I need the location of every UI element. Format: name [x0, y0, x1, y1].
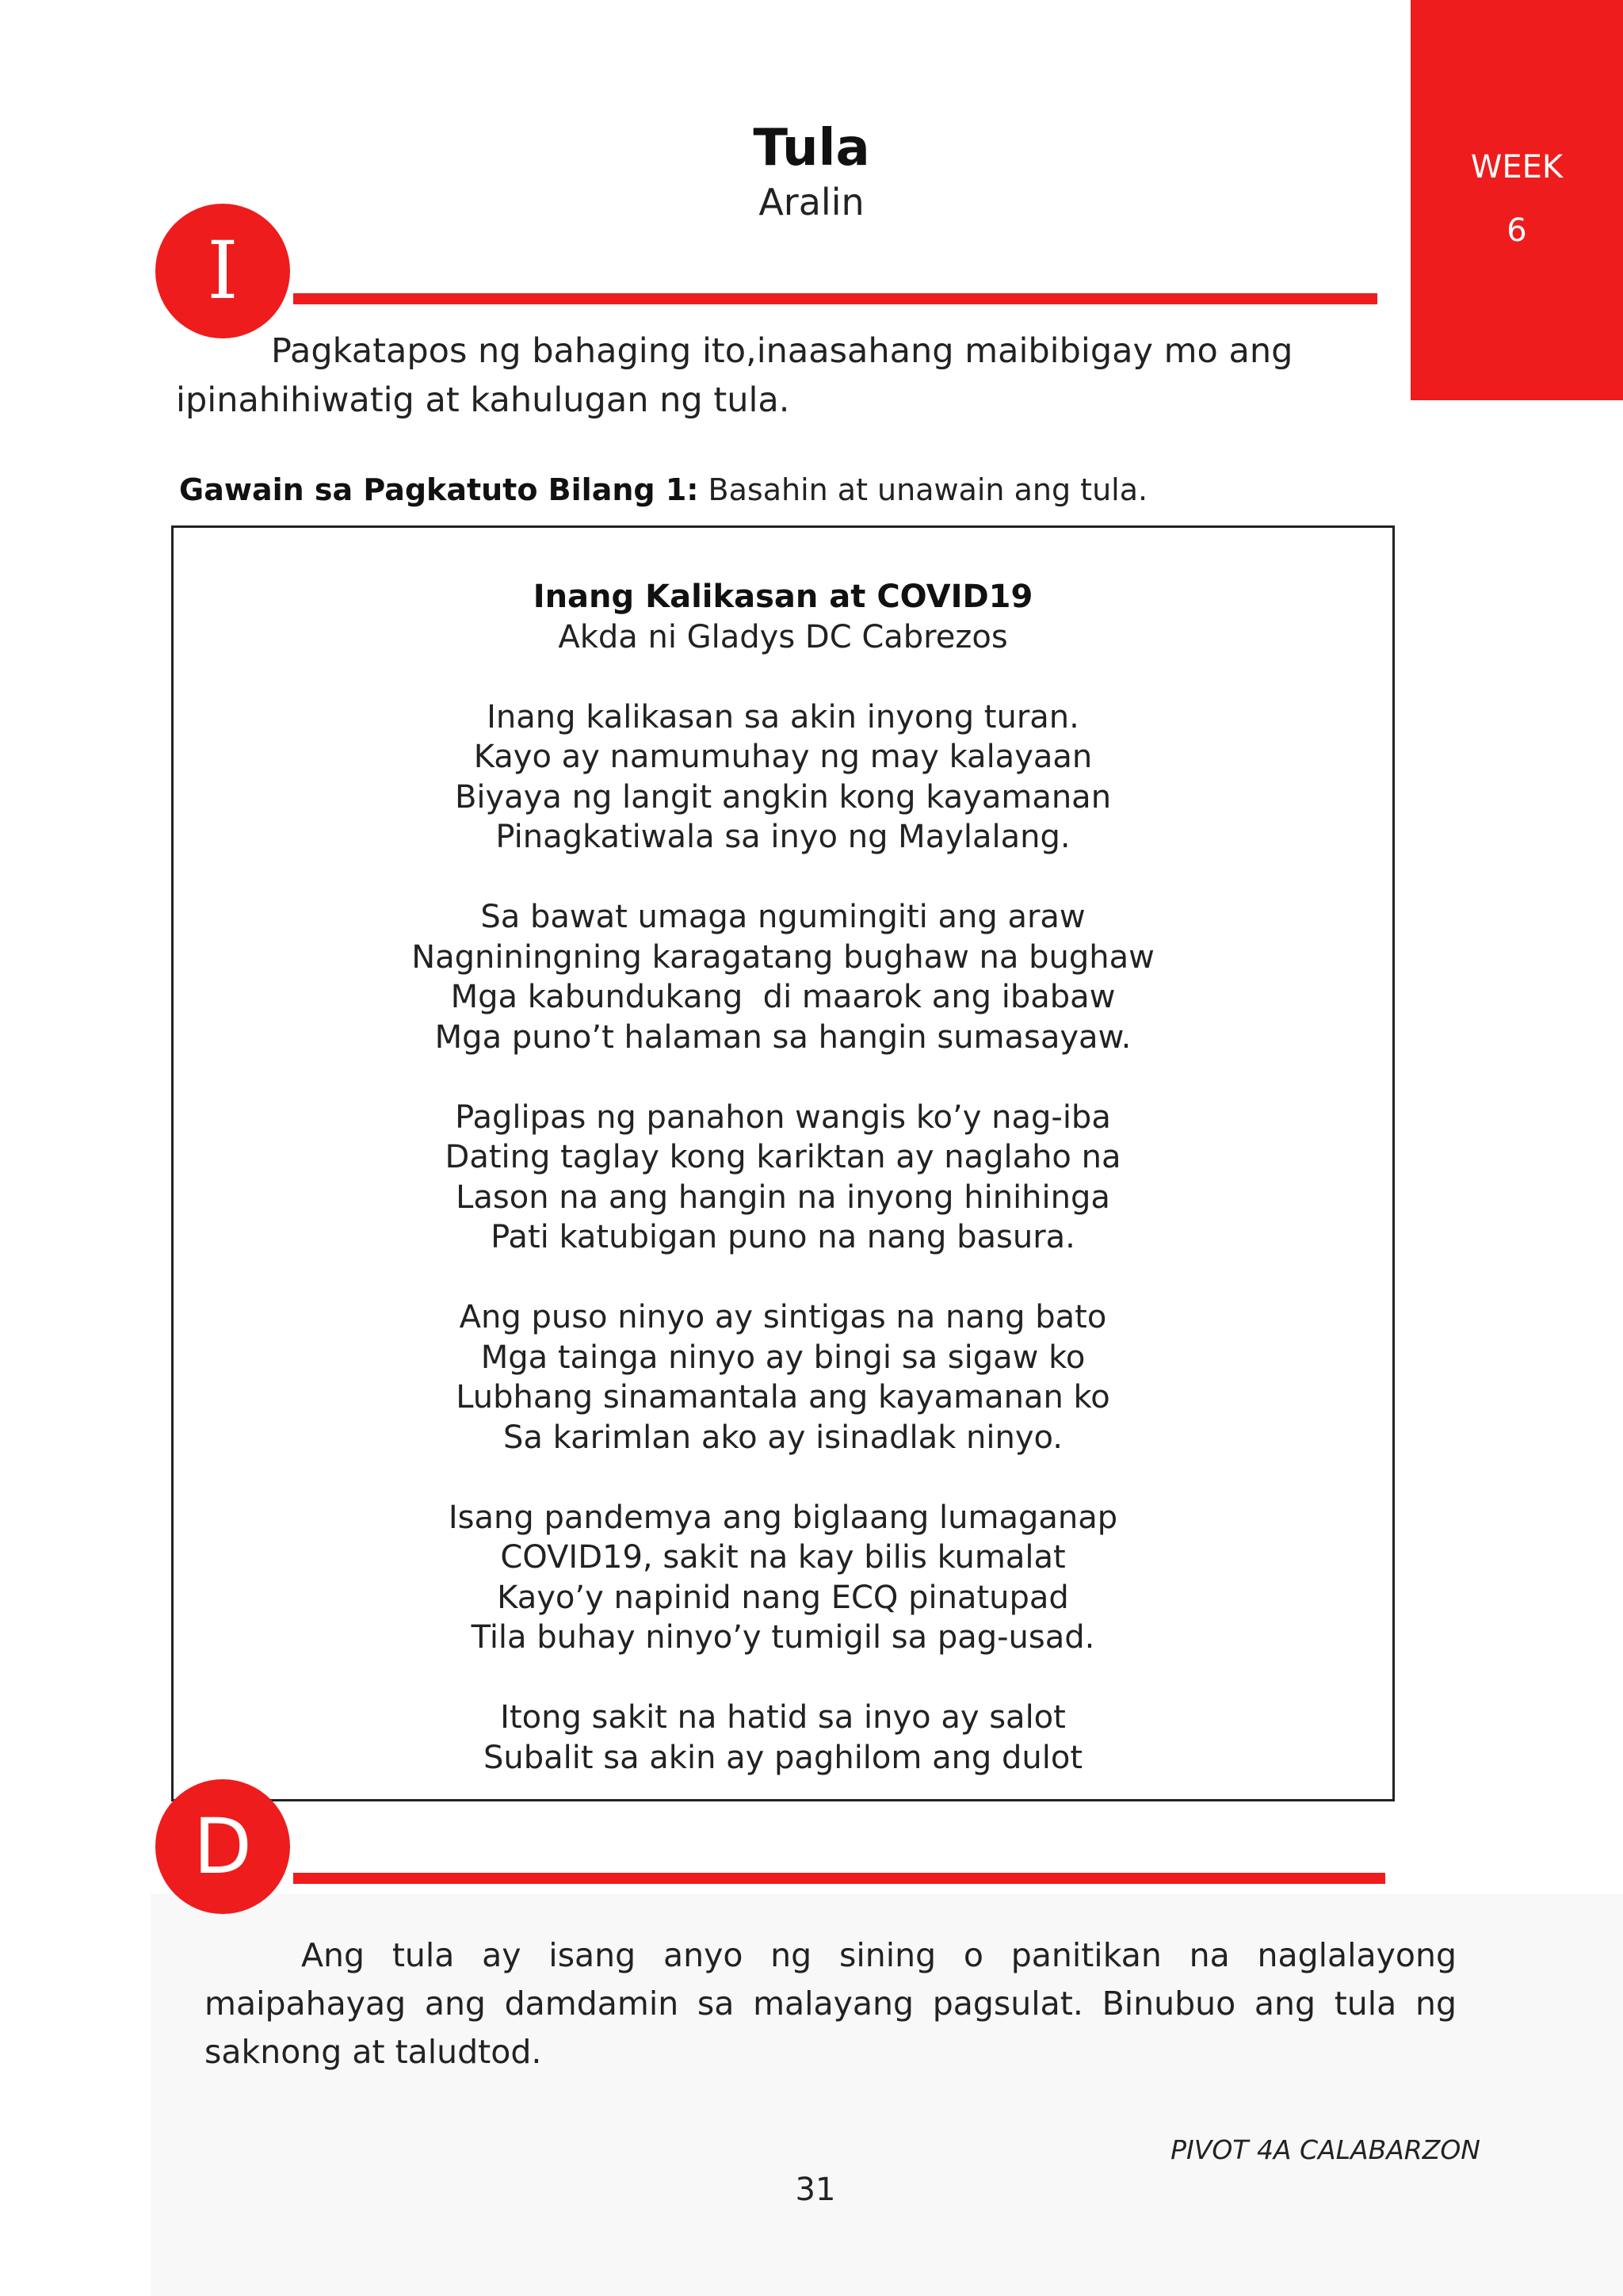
activity-text: Basahin at unawain ang tula. [698, 472, 1148, 507]
page-subtitle: Aralin [758, 181, 865, 223]
week-number: 6 [1507, 212, 1527, 249]
poem-stanza [174, 1498, 1392, 1658]
poem-line: Nagniningning karagatang bughaw na bughaw [411, 938, 1155, 976]
section-d-badge: D [155, 1779, 290, 1914]
poem-line: Lubhang sinamantala ang kayamanan ko [456, 1379, 1110, 1415]
activity-label: Gawain sa Pagkatuto Bilang 1: [179, 472, 699, 507]
poem-line: Mga kabundukang di maarok ang ibabaw [450, 979, 1116, 1015]
page-title: Tula [753, 119, 870, 178]
section-d-rule [293, 1873, 1385, 1884]
footer-brand: PIVOT 4A CALABARZON [1170, 2134, 1480, 2165]
poem-line: Paglipas ng panahon wangis ko’y nag-iba [455, 1098, 1111, 1136]
poem-line: Itong sakit na hatid sa inyo ay salot [500, 1699, 1066, 1736]
poem-line: Pati katubigan puno na nang basura. [491, 1219, 1075, 1255]
section-i-rule [293, 293, 1377, 304]
poem-box [171, 525, 1395, 1801]
discussion-paragraph: Ang tula ay isang anyo ng sining o panitikan na naglalayong maipahayag ang damdamin sa malayang pagsulat. Binubuo ang tula ng saknong at taludtod. [204, 1936, 1457, 2071]
poem-line: Kayo ay namumuhay ng may kalayaan [473, 739, 1093, 775]
poem-stanza [174, 1297, 1392, 1457]
poem [174, 577, 1392, 1778]
discussion-text [204, 1931, 1457, 2076]
poem-line: Mga tainga ninyo ay bingi sa sigaw ko [480, 1339, 1086, 1376]
page-number: 31 [795, 2172, 836, 2208]
poem-title: Inang Kalikasan at COVID19 [533, 579, 1033, 615]
poem-stanza [174, 1698, 1392, 1778]
intro-paragraph: Pagkatapos ng bahaging ito,inaasahang maibibigay mo ang ipinahihiwatig at kahulugan ng tula. [176, 331, 1293, 420]
poem-line: Biyaya ng langit angkin kong kayamanan [454, 778, 1112, 816]
activity-instruction [179, 472, 1368, 507]
poem-author: Akda ni Gladys DC Cabrezos [558, 618, 1008, 655]
intro-text [176, 327, 1357, 425]
poem-line: Pinagkatiwala sa inyo ng Maylalang. [495, 819, 1071, 855]
poem-line: Tila buhay ninyo’y tumigil sa pag-usad. [471, 1619, 1095, 1656]
poem-line: Kayo’y napinid nang ECQ pinatupad [497, 1579, 1069, 1616]
poem-stanza [174, 1098, 1392, 1258]
poem-line: Lason na ang hangin na inyong hinihinga [456, 1179, 1110, 1216]
week-label: WEEK [1470, 149, 1564, 185]
poem-line: Ang puso ninyo ay sintigas na nang bato [459, 1299, 1107, 1335]
poem-line: Isang pandemya ang biglaang lumaganap [448, 1499, 1118, 1536]
poem-stanza [174, 697, 1392, 858]
poem-line: Subalit sa akin ay paghilom ang dulot [483, 1739, 1083, 1776]
poem-line: Inang kalikasan sa akin inyong turan. [487, 698, 1079, 735]
poem-line: Sa bawat umaga ngumingiti ang araw [480, 899, 1086, 935]
poem-line: COVID19, sakit na kay bilis kumalat [500, 1539, 1066, 1576]
poem-line: Dating taglay kong kariktan ay naglaho na [445, 1139, 1121, 1175]
section-i-badge: I [155, 204, 290, 338]
poem-line: Mga puno’t halaman sa hangin sumasayaw. [434, 1018, 1132, 1056]
poem-stanza [174, 897, 1392, 1057]
poem-line: Sa karimlan ako ay isinadlak ninyo. [503, 1419, 1063, 1456]
